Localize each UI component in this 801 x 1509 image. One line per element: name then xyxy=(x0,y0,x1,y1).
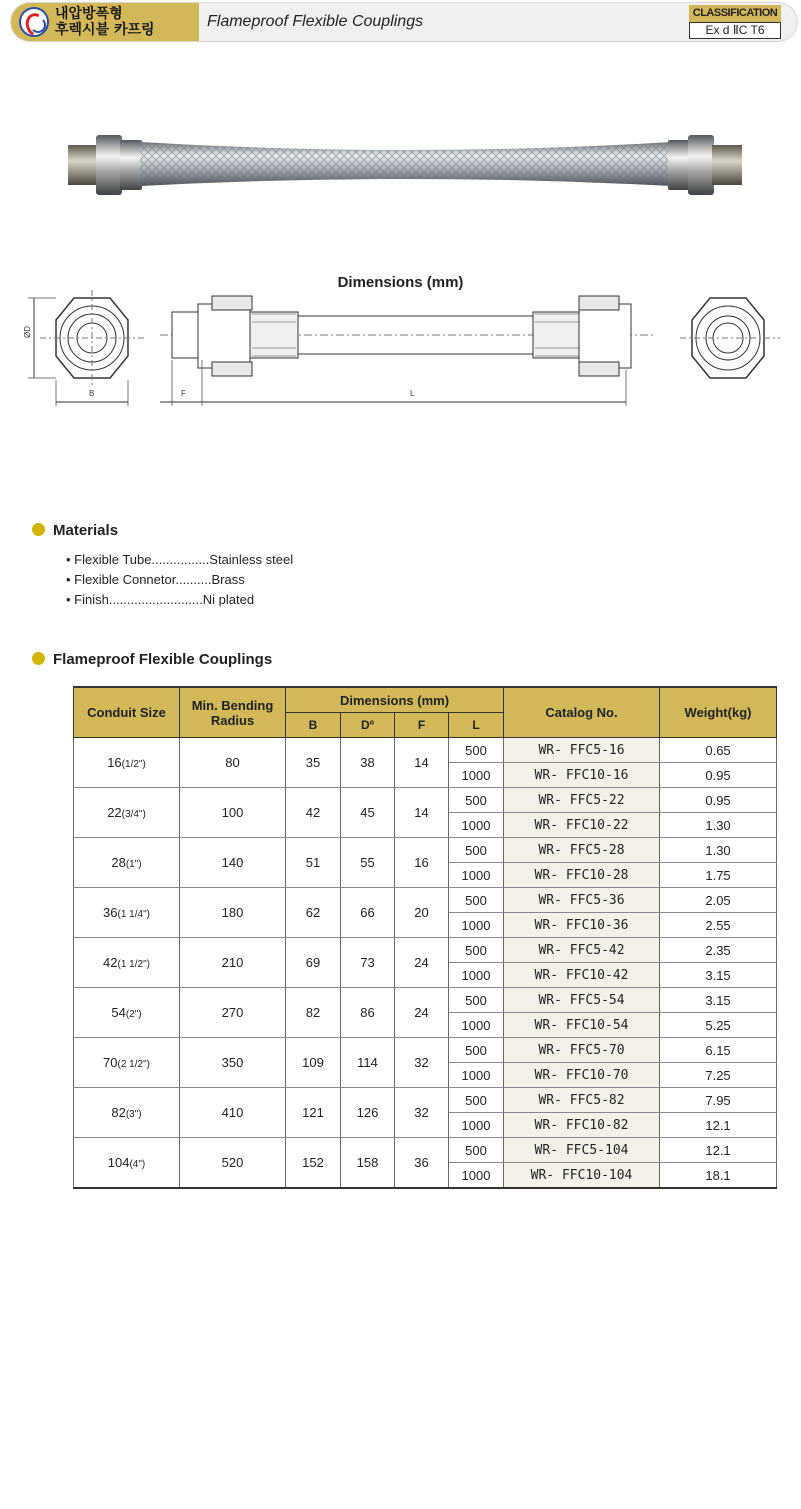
header-l: L xyxy=(449,713,504,738)
material-item xyxy=(66,550,293,570)
header-d: Dº xyxy=(341,713,395,738)
dim-f-cell: 32 xyxy=(395,1038,449,1088)
weight-cell: 12.1 xyxy=(660,1113,777,1138)
bullet-dot-icon xyxy=(32,652,45,665)
conduit-size-inch: (2 1/2") xyxy=(117,1059,150,1070)
dim-f-cell: 14 xyxy=(395,738,449,788)
dim-d-cell: 158 xyxy=(341,1138,395,1189)
right-thread xyxy=(712,145,742,185)
header-min-bending-line1: Min. Bending xyxy=(191,697,274,713)
bullet-dot-icon xyxy=(32,523,45,536)
dim-l-cell: 500 xyxy=(449,788,504,813)
catalog-cell: WR- FFC5-42 xyxy=(504,938,660,963)
dim-l-cell: 1000 xyxy=(449,1063,504,1088)
weight-cell: 7.95 xyxy=(660,1088,777,1113)
table-row xyxy=(74,1138,777,1163)
braid-texture xyxy=(140,142,672,186)
material-value: Ni plated xyxy=(202,592,255,607)
bending-radius-cell: 210 xyxy=(180,938,286,988)
spec-table-body xyxy=(74,738,777,1189)
table-row xyxy=(74,738,777,763)
product-photo xyxy=(60,120,750,210)
company-logo-icon xyxy=(19,7,49,37)
korean-title-line2: 후렉시블 카프링 xyxy=(55,22,155,38)
dimension-drawing xyxy=(0,290,801,420)
material-leader-dots: .......... xyxy=(175,572,212,587)
dim-f-cell: 24 xyxy=(395,988,449,1038)
catalog-cell: WR- FFC5-104 xyxy=(504,1138,660,1163)
conduit-size-inch: (1") xyxy=(125,859,142,870)
header-f: F xyxy=(395,713,449,738)
catalog-cell: WR- FFC10-36 xyxy=(504,913,660,938)
header-b: B xyxy=(286,713,341,738)
weight-cell: 1.30 xyxy=(660,838,777,863)
weight-cell: 1.30 xyxy=(660,813,777,838)
catalog-cell: WR- FFC10-82 xyxy=(504,1113,660,1138)
dim-l-cell: 1000 xyxy=(449,1163,504,1189)
dim-l-cell: 500 xyxy=(449,888,504,913)
spec-table xyxy=(73,686,777,1189)
od-label: ØD xyxy=(23,326,32,338)
header-min-bending xyxy=(180,687,286,738)
weight-cell: 0.65 xyxy=(660,738,777,763)
table-row xyxy=(74,938,777,963)
conduit-size-mm: 36 xyxy=(103,905,118,920)
material-name: • Flexible Tube xyxy=(66,552,152,567)
b-label: B xyxy=(89,389,95,398)
conduit-size-inch: (4") xyxy=(129,1159,146,1170)
bending-radius-cell: 80 xyxy=(180,738,286,788)
dim-l-cell: 1000 xyxy=(449,1013,504,1038)
dim-l-cell: 500 xyxy=(449,988,504,1013)
conduit-size-cell xyxy=(74,1138,180,1189)
materials-title: Materials xyxy=(53,522,119,539)
dim-l-cell: 1000 xyxy=(449,1113,504,1138)
dim-l-cell: 500 xyxy=(449,1138,504,1163)
logo-block xyxy=(11,3,199,41)
weight-cell: 6.15 xyxy=(660,1038,777,1063)
conduit-size-cell xyxy=(74,838,180,888)
dim-b-cell: 35 xyxy=(286,738,341,788)
bending-radius-cell: 520 xyxy=(180,1138,286,1189)
classification-box xyxy=(689,5,781,39)
dim-l-cell: 500 xyxy=(449,1088,504,1113)
table-row xyxy=(74,1038,777,1063)
dim-b-cell: 62 xyxy=(286,888,341,938)
catalog-cell: WR- FFC5-82 xyxy=(504,1088,660,1113)
dim-b-cell: 42 xyxy=(286,788,341,838)
conduit-size-mm: 28 xyxy=(111,855,126,870)
material-name: • Flexible Connetor xyxy=(66,572,176,587)
conduit-size-cell xyxy=(74,888,180,938)
dim-b-cell: 69 xyxy=(286,938,341,988)
dim-l-cell: 500 xyxy=(449,738,504,763)
dim-f-cell: 14 xyxy=(395,788,449,838)
dim-b-cell: 109 xyxy=(286,1038,341,1088)
material-item xyxy=(66,590,293,610)
conduit-size-cell xyxy=(74,938,180,988)
dim-d-cell: 114 xyxy=(341,1038,395,1088)
bending-radius-cell: 180 xyxy=(180,888,286,938)
material-value: Stainless steel xyxy=(209,552,294,567)
catalog-cell: WR- FFC5-54 xyxy=(504,988,660,1013)
conduit-size-mm: 70 xyxy=(103,1055,118,1070)
conduit-size-inch: (2") xyxy=(125,1009,142,1020)
conduit-size-cell xyxy=(74,788,180,838)
weight-cell: 0.95 xyxy=(660,763,777,788)
weight-cell: 3.15 xyxy=(660,988,777,1013)
header-weight: Weight(kg) xyxy=(660,687,777,738)
bending-radius-cell: 140 xyxy=(180,838,286,888)
materials-list xyxy=(66,550,293,610)
table-row xyxy=(74,1088,777,1113)
catalog-cell: WR- FFC10-22 xyxy=(504,813,660,838)
conduit-size-inch: (1 1/2") xyxy=(117,959,150,970)
catalog-cell: WR- FFC5-28 xyxy=(504,838,660,863)
material-name: • Finish xyxy=(66,592,109,607)
table-row xyxy=(74,888,777,913)
bending-radius-cell: 410 xyxy=(180,1088,286,1138)
catalog-cell: WR- FFC10-104 xyxy=(504,1163,660,1189)
dim-d-cell: 73 xyxy=(341,938,395,988)
weight-cell: 2.35 xyxy=(660,938,777,963)
conduit-size-inch: (1/2") xyxy=(121,759,146,770)
conduit-size-cell xyxy=(74,988,180,1038)
table-row xyxy=(74,988,777,1013)
conduit-size-mm: 22 xyxy=(107,805,122,820)
material-leader-dots: .......................... xyxy=(108,592,203,607)
dim-b-cell: 121 xyxy=(286,1088,341,1138)
conduit-size-mm: 82 xyxy=(111,1105,126,1120)
catalog-cell: WR- FFC10-42 xyxy=(504,963,660,988)
weight-cell: 5.25 xyxy=(660,1013,777,1038)
f-label: F xyxy=(181,389,186,398)
catalog-cell: WR- FFC5-16 xyxy=(504,738,660,763)
dim-l-cell: 1000 xyxy=(449,863,504,888)
dim-b-cell: 51 xyxy=(286,838,341,888)
right-nut xyxy=(688,135,714,195)
dim-d-cell: 45 xyxy=(341,788,395,838)
dim-b-cell: 82 xyxy=(286,988,341,1038)
bending-radius-cell: 350 xyxy=(180,1038,286,1088)
catalog-cell: WR- FFC10-54 xyxy=(504,1013,660,1038)
dim-l-cell: 1000 xyxy=(449,763,504,788)
dim-d-cell: 66 xyxy=(341,888,395,938)
table-row xyxy=(74,838,777,863)
dim-d-cell: 86 xyxy=(341,988,395,1038)
header-dimensions: Dimensions (mm) xyxy=(286,687,504,713)
side-view xyxy=(160,296,655,406)
classification-value: Ex d ⅡC T6 xyxy=(689,22,781,39)
weight-cell: 1.75 xyxy=(660,863,777,888)
korean-title-line1: 내압방폭형 xyxy=(55,6,123,22)
bending-radius-cell: 270 xyxy=(180,988,286,1038)
bending-radius-cell: 100 xyxy=(180,788,286,838)
page-header xyxy=(10,2,798,42)
dim-d-cell: 55 xyxy=(341,838,395,888)
weight-cell: 3.15 xyxy=(660,963,777,988)
dim-l-cell: 1000 xyxy=(449,963,504,988)
page-title: Flameproof Flexible Couplings xyxy=(207,13,424,30)
conduit-size-mm: 54 xyxy=(111,1005,126,1020)
material-value: Brass xyxy=(211,572,245,587)
conduit-size-inch: (1 1/4") xyxy=(117,909,150,920)
dim-l-cell: 500 xyxy=(449,1038,504,1063)
header-min-bending-line2: Radius xyxy=(210,712,255,728)
conduit-size-inch: (3/4") xyxy=(121,809,146,820)
table-row xyxy=(74,788,777,813)
catalog-cell: WR- FFC5-36 xyxy=(504,888,660,913)
left-end-view xyxy=(28,290,145,406)
conduit-size-mm: 104 xyxy=(107,1155,130,1170)
dim-l-cell: 1000 xyxy=(449,813,504,838)
weight-cell: 2.55 xyxy=(660,913,777,938)
material-item xyxy=(66,570,293,590)
dim-l-cell: 500 xyxy=(449,838,504,863)
conduit-size-mm: 42 xyxy=(103,955,118,970)
weight-cell: 7.25 xyxy=(660,1063,777,1088)
table-heading xyxy=(32,651,272,668)
dim-f-cell: 16 xyxy=(395,838,449,888)
dim-b-cell: 152 xyxy=(286,1138,341,1189)
dim-l-cell: 1000 xyxy=(449,913,504,938)
conduit-size-cell xyxy=(74,1088,180,1138)
l-label: L xyxy=(410,389,415,398)
header-catalog: Catalog No. xyxy=(504,687,660,738)
conduit-size-cell xyxy=(74,1038,180,1088)
weight-cell: 18.1 xyxy=(660,1163,777,1189)
weight-cell: 2.05 xyxy=(660,888,777,913)
dim-l-cell: 500 xyxy=(449,938,504,963)
header-conduit-size: Conduit Size xyxy=(74,687,180,738)
dimensions-title: Dimensions (mm) xyxy=(337,274,464,291)
left-nut xyxy=(96,135,122,195)
right-nut-collar xyxy=(668,140,690,190)
materials-heading xyxy=(32,522,118,539)
conduit-size-cell xyxy=(74,738,180,788)
weight-cell: 12.1 xyxy=(660,1138,777,1163)
dim-f-cell: 36 xyxy=(395,1138,449,1189)
dim-d-cell: 126 xyxy=(341,1088,395,1138)
material-leader-dots: ................ xyxy=(151,552,210,567)
catalog-cell: WR- FFC10-28 xyxy=(504,863,660,888)
korean-title xyxy=(55,6,155,38)
dim-f-cell: 32 xyxy=(395,1088,449,1138)
catalog-cell: WR- FFC5-70 xyxy=(504,1038,660,1063)
left-nut-collar xyxy=(120,140,142,190)
classification-label: CLASSIFICATION xyxy=(689,5,781,22)
dim-f-cell: 20 xyxy=(395,888,449,938)
dim-d-cell: 38 xyxy=(341,738,395,788)
conduit-size-mm: 16 xyxy=(107,755,122,770)
conduit-size-inch: (3") xyxy=(125,1109,142,1120)
catalog-cell: WR- FFC10-70 xyxy=(504,1063,660,1088)
table-title: Flameproof Flexible Couplings xyxy=(53,651,273,668)
weight-cell: 0.95 xyxy=(660,788,777,813)
left-thread xyxy=(68,145,98,185)
catalog-cell: WR- FFC10-16 xyxy=(504,763,660,788)
right-end-view xyxy=(680,298,780,378)
catalog-cell: WR- FFC5-22 xyxy=(504,788,660,813)
dim-f-cell: 24 xyxy=(395,938,449,988)
